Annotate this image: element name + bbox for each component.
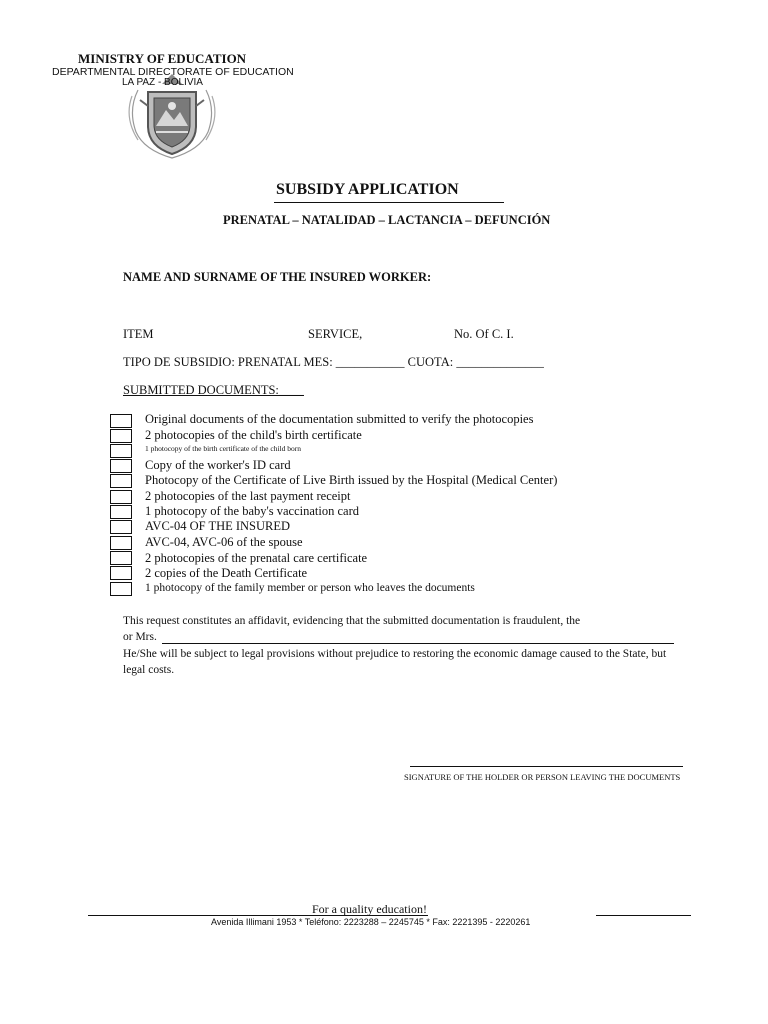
document-item: 2 photocopies of the last payment receipt — [145, 489, 351, 503]
service-label: SERVICE, — [308, 327, 363, 341]
document-checkbox[interactable] — [110, 444, 132, 458]
subsidy-type-line: TIPO DE SUBSIDIO: PRENATAL MES: ___________ CUOTA: ______________ — [123, 355, 544, 369]
document-item: 2 photocopies of the prenatal care certificate — [145, 551, 368, 565]
document-item: Original documents of the documentation submitted to verify the photocopies — [145, 412, 534, 426]
submitted-documents-label: SUBMITTED DOCUMENTS:____ — [123, 383, 304, 397]
footer-address: Avenida Illimani 1953 * Teléfono: 2223288 – 2245745 * Fax: 2221395 - 2220261 — [211, 917, 531, 927]
document-item: Photocopy of the Certificate of Live Birth issued by the Hospital (Medical Center) — [145, 473, 558, 487]
document-item: 1 photocopy of the birth certificate of the child born — [145, 444, 301, 453]
document-item: 1 photocopy of the family member or person who leaves the documents — [145, 582, 475, 594]
affidavit-line-3: He/She will be subject to legal provisions without prejudice to restoring the economic damage caused to the State, but — [123, 648, 667, 660]
ci-number-label: No. Of C. I. — [454, 327, 514, 341]
name-fill-line[interactable] — [162, 643, 674, 644]
document-checkbox[interactable] — [110, 520, 132, 534]
item-label: ITEM — [123, 327, 154, 341]
city-name: LA PAZ - BOLIVIA — [122, 77, 203, 88]
document-checkbox[interactable] — [110, 429, 132, 443]
ministry-name: MINISTRY OF EDUCATION — [78, 51, 247, 66]
signature-line[interactable] — [410, 766, 683, 767]
footer-motto: For a quality education! — [312, 902, 427, 916]
form-subtitle: PRENATAL – NATALIDAD – LACTANCIA – DEFUNCIÓN — [223, 213, 551, 227]
document-checkbox[interactable] — [110, 490, 132, 504]
document-checkbox[interactable] — [110, 582, 132, 596]
affidavit-line-1: This request constitutes an affidavit, evidencing that the submitted documentation is fraudulent, the — [123, 615, 581, 627]
document-item: Copy of the worker's ID card — [145, 458, 291, 472]
document-item: 1 photocopy of the baby's vaccination card — [145, 504, 359, 518]
title-underline — [274, 202, 504, 203]
signature-label: SIGNATURE OF THE HOLDER OR PERSON LEAVING THE DOCUMENTS — [404, 772, 681, 782]
document-item: AVC-04 OF THE INSURED — [145, 519, 291, 533]
affidavit-line-2: or Mrs. — [123, 631, 157, 643]
document-item: 2 photocopies of the child's birth certificate — [145, 428, 362, 442]
document-checkbox[interactable] — [110, 551, 132, 565]
insured-name-label: NAME AND SURNAME OF THE INSURED WORKER: — [123, 270, 432, 284]
document-checkbox[interactable] — [110, 414, 132, 428]
document-checkbox[interactable] — [110, 566, 132, 580]
document-checkbox[interactable] — [110, 505, 132, 519]
document-checkbox[interactable] — [110, 459, 132, 473]
form-title: SUBSIDY APPLICATION — [276, 181, 459, 198]
document-item: AVC-04, AVC-06 of the spouse — [145, 535, 303, 549]
affidavit-line-4: legal costs. — [123, 664, 175, 676]
document-item: 2 copies of the Death Certificate — [145, 566, 308, 580]
directorate-name: DEPARTMENTAL DIRECTORATE OF EDUCATION — [52, 66, 294, 78]
document-checkbox[interactable] — [110, 536, 132, 550]
footer-rule — [596, 915, 691, 916]
document-checkbox[interactable] — [110, 474, 132, 488]
